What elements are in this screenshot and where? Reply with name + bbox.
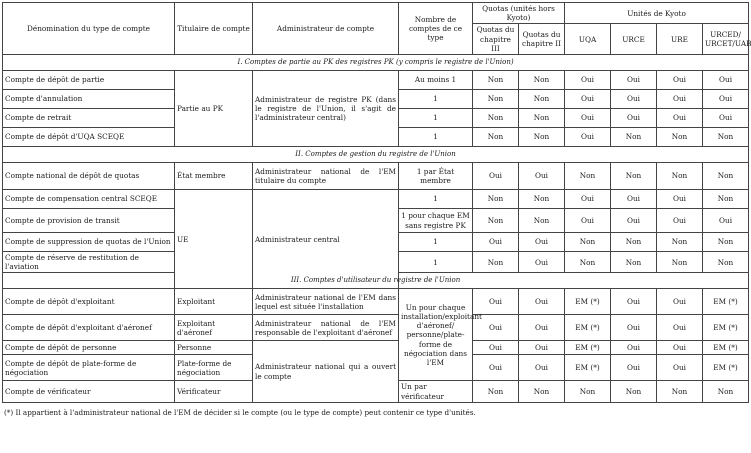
urce-cell: Oui — [611, 109, 657, 128]
nombre-cell: 1 par État membre — [399, 163, 473, 190]
ure-cell: Oui — [657, 355, 703, 381]
quotas-ch2-cell: Non — [519, 71, 565, 90]
quotas-ch2-cell: Oui — [519, 289, 565, 315]
quotas-ch2-cell: Non — [519, 109, 565, 128]
nombre-cell: 1 pour chaque EM sans registre PK — [399, 209, 473, 233]
quotas-ch3-cell: Non — [473, 252, 519, 273]
table-row — [3, 341, 749, 355]
ure-cell: Non — [657, 252, 703, 273]
quotas-ch3-cell: Non — [473, 109, 519, 128]
section-heading-row — [3, 273, 749, 289]
urce-cell: Oui — [611, 315, 657, 341]
nombre-cell: 1 — [399, 128, 473, 147]
header-row-1 — [3, 3, 749, 24]
account-name: Compte de dépôt de plate-forme de négociation — [3, 355, 175, 381]
urce-cell: Non — [611, 252, 657, 273]
urce-cell: Oui — [611, 71, 657, 90]
quotas-ch3-cell: Non — [473, 71, 519, 90]
account-name: Compte de dépôt d'exploitant d'aéronef — [3, 315, 175, 341]
uqa-cell: Oui — [565, 209, 611, 233]
quotas-ch3-cell: Non — [473, 190, 519, 209]
header-urce: URCE — [611, 24, 657, 55]
urced-cell: Oui — [703, 109, 749, 128]
titulaire-cell: Plate-forme de négociation — [175, 355, 253, 381]
urced-cell: Non — [703, 190, 749, 209]
table-row — [3, 315, 749, 341]
ure-cell: Oui — [657, 71, 703, 90]
nombre-cell: 1 — [399, 90, 473, 109]
header-kyoto-group: Unités de Kyoto — [565, 3, 749, 24]
titulaire-cell: Personne — [175, 341, 253, 355]
urce-cell: Oui — [611, 289, 657, 315]
account-name: Compte de dépôt d'exploitant — [3, 289, 175, 315]
nombre-cell: 1 — [399, 233, 473, 252]
quotas-ch3-cell: Oui — [473, 315, 519, 341]
urced-cell: Non — [703, 252, 749, 273]
titulaire-cell: UE — [175, 190, 253, 289]
section-title-2: II. Comptes de gestion du registre de l'Union — [3, 147, 749, 163]
table-row — [3, 71, 749, 90]
nombre-cell: Un par vérificateur — [399, 381, 473, 402]
uqa-cell: Non — [565, 233, 611, 252]
account-types-document — [2, 2, 751, 417]
ure-cell: Oui — [657, 109, 703, 128]
ure-cell: Oui — [657, 190, 703, 209]
uqa-cell: Oui — [565, 128, 611, 147]
urced-cell: EM (*) — [703, 289, 749, 315]
administrateur-cell: Administrateur national de l'EM dans lequel est située l'installation — [253, 289, 399, 315]
uqa-cell: EM (*) — [565, 289, 611, 315]
header-quotas-ch2: Quotas du chapitre II — [519, 24, 565, 55]
account-name: Compte de suppression de quotas de l'Union — [3, 233, 175, 252]
quotas-ch2-cell: Non — [519, 209, 565, 233]
account-name: Compte de dépôt d'UQA SCEQE — [3, 128, 175, 147]
uqa-cell: Oui — [565, 90, 611, 109]
urce-cell: Oui — [611, 190, 657, 209]
uqa-cell: Oui — [565, 109, 611, 128]
account-name: Compte de dépôt de personne — [3, 341, 175, 355]
titulaire-cell: Partie au PK — [175, 71, 253, 147]
quotas-ch3-cell: Non — [473, 90, 519, 109]
section-heading-row — [3, 55, 749, 71]
quotas-ch3-cell: Oui — [473, 355, 519, 381]
quotas-ch2-cell: Oui — [519, 315, 565, 341]
section-title-1: I. Comptes de partie au PK des registres PK (y compris le registre de l'Union) — [3, 55, 749, 71]
quotas-ch2-cell: Oui — [519, 233, 565, 252]
table-row — [3, 163, 749, 190]
ure-cell: Non — [657, 163, 703, 190]
urce-cell: Oui — [611, 341, 657, 355]
urce-cell: Oui — [611, 355, 657, 381]
quotas-ch2-cell: Non — [519, 190, 565, 209]
account-name: Compte de retrait — [3, 109, 175, 128]
titulaire-cell: État membre — [175, 163, 253, 190]
uqa-cell: Non — [565, 381, 611, 402]
urced-cell: Non — [703, 163, 749, 190]
uqa-cell: Non — [565, 163, 611, 190]
header-quotas-ch3: Quotas du chapitre III — [473, 24, 519, 55]
uqa-cell: Oui — [565, 71, 611, 90]
administrateur-cell: Administrateur de registre PK (dans le registre de l'Union, il s'agit de l'administrateur central) — [253, 71, 399, 147]
nombre-cell: Un pour chaque installation/exploitant d'aéronef/ personne/plate-forme de négociation dans l'EM — [399, 289, 473, 381]
account-types-table — [2, 2, 749, 403]
uqa-cell: EM (*) — [565, 315, 611, 341]
quotas-ch3-cell: Non — [473, 209, 519, 233]
quotas-ch2-cell: Oui — [519, 341, 565, 355]
header-ure: URE — [657, 24, 703, 55]
uqa-cell: EM (*) — [565, 341, 611, 355]
uqa-cell: Oui — [565, 190, 611, 209]
urced-cell: EM (*) — [703, 341, 749, 355]
table-row — [3, 190, 749, 209]
quotas-ch2-cell: Non — [519, 90, 565, 109]
header-urced: URCED/ URCET/UAB — [703, 24, 749, 55]
urced-cell: EM (*) — [703, 315, 749, 341]
quotas-ch3-cell: Non — [473, 381, 519, 402]
quotas-ch2-cell: Non — [519, 381, 565, 402]
quotas-ch2-cell: Non — [519, 128, 565, 147]
urced-cell: Oui — [703, 71, 749, 90]
urce-cell: Non — [611, 128, 657, 147]
nombre-cell: 1 — [399, 252, 473, 273]
quotas-ch3-cell: Oui — [473, 163, 519, 190]
account-name: Compte de compensation central SCEQE — [3, 190, 175, 209]
urce-cell: Non — [611, 381, 657, 402]
titulaire-cell: Vérificateur — [175, 381, 253, 402]
urce-cell: Non — [611, 233, 657, 252]
ure-cell: Oui — [657, 341, 703, 355]
administrateur-cell: Administrateur national de l'EM titulaire du compte — [253, 163, 399, 190]
header-nombre: Nombre de comptes de ce type — [399, 3, 473, 55]
ure-cell: Oui — [657, 90, 703, 109]
ure-cell: Oui — [657, 315, 703, 341]
urce-cell: Oui — [611, 90, 657, 109]
quotas-ch2-cell: Oui — [519, 252, 565, 273]
titulaire-cell: Exploitant d'aéronef — [175, 315, 253, 341]
administrateur-cell: Administrateur national qui a ouvert le compte — [253, 341, 399, 402]
urce-cell: Oui — [611, 209, 657, 233]
urced-cell: Non — [703, 233, 749, 252]
quotas-ch3-cell: Oui — [473, 341, 519, 355]
header-uqa: UQA — [565, 24, 611, 55]
account-name: Compte de provision de transit — [3, 209, 175, 233]
nombre-cell: 1 — [399, 190, 473, 209]
urce-cell: Non — [611, 163, 657, 190]
account-name: Compte d'annulation — [3, 90, 175, 109]
administrateur-cell: Administrateur central — [253, 190, 399, 289]
quotas-ch3-cell: Non — [473, 128, 519, 147]
urced-cell: Oui — [703, 209, 749, 233]
section-title-3: III. Comptes d'utilisateur du registre de l'Union — [3, 273, 749, 289]
titulaire-cell: Exploitant — [175, 289, 253, 315]
urced-cell: Non — [703, 128, 749, 147]
header-titulaire: Titulaire de compte — [175, 3, 253, 55]
header-denomination: Dénomination du type de compte — [3, 3, 175, 55]
nombre-cell: 1 — [399, 109, 473, 128]
header-administrateur: Administrateur de compte — [253, 3, 399, 55]
administrateur-cell: Administrateur national de l'EM responsable de l'exploitant d'aéronef — [253, 315, 399, 341]
header-quotas-group: Quotas (unités hors Kyoto) — [473, 3, 565, 24]
section-heading-row — [3, 147, 749, 163]
ure-cell: Oui — [657, 289, 703, 315]
nombre-cell: Au moins 1 — [399, 71, 473, 90]
account-name: Compte de dépôt de partie — [3, 71, 175, 90]
urced-cell: EM (*) — [703, 355, 749, 381]
quotas-ch2-cell: Oui — [519, 163, 565, 190]
ure-cell: Oui — [657, 209, 703, 233]
uqa-cell: EM (*) — [565, 355, 611, 381]
uqa-cell: Non — [565, 252, 611, 273]
account-name: Compte national de dépôt de quotas — [3, 163, 175, 190]
footnote: (*) Il appartient à l'administrateur national de l'EM de décider si le compte (ou le type de compte) peut contenir ce type d'unités. — [4, 407, 476, 417]
table-row — [3, 289, 749, 315]
ure-cell: Non — [657, 381, 703, 402]
quotas-ch2-cell: Oui — [519, 355, 565, 381]
urced-cell: Oui — [703, 90, 749, 109]
ure-cell: Non — [657, 233, 703, 252]
account-name: Compte de vérificateur — [3, 381, 175, 402]
urced-cell: Non — [703, 381, 749, 402]
quotas-ch3-cell: Oui — [473, 289, 519, 315]
quotas-ch3-cell: Oui — [473, 233, 519, 252]
account-name: Compte de réserve de restitution de l'aviation — [3, 252, 175, 273]
ure-cell: Non — [657, 128, 703, 147]
